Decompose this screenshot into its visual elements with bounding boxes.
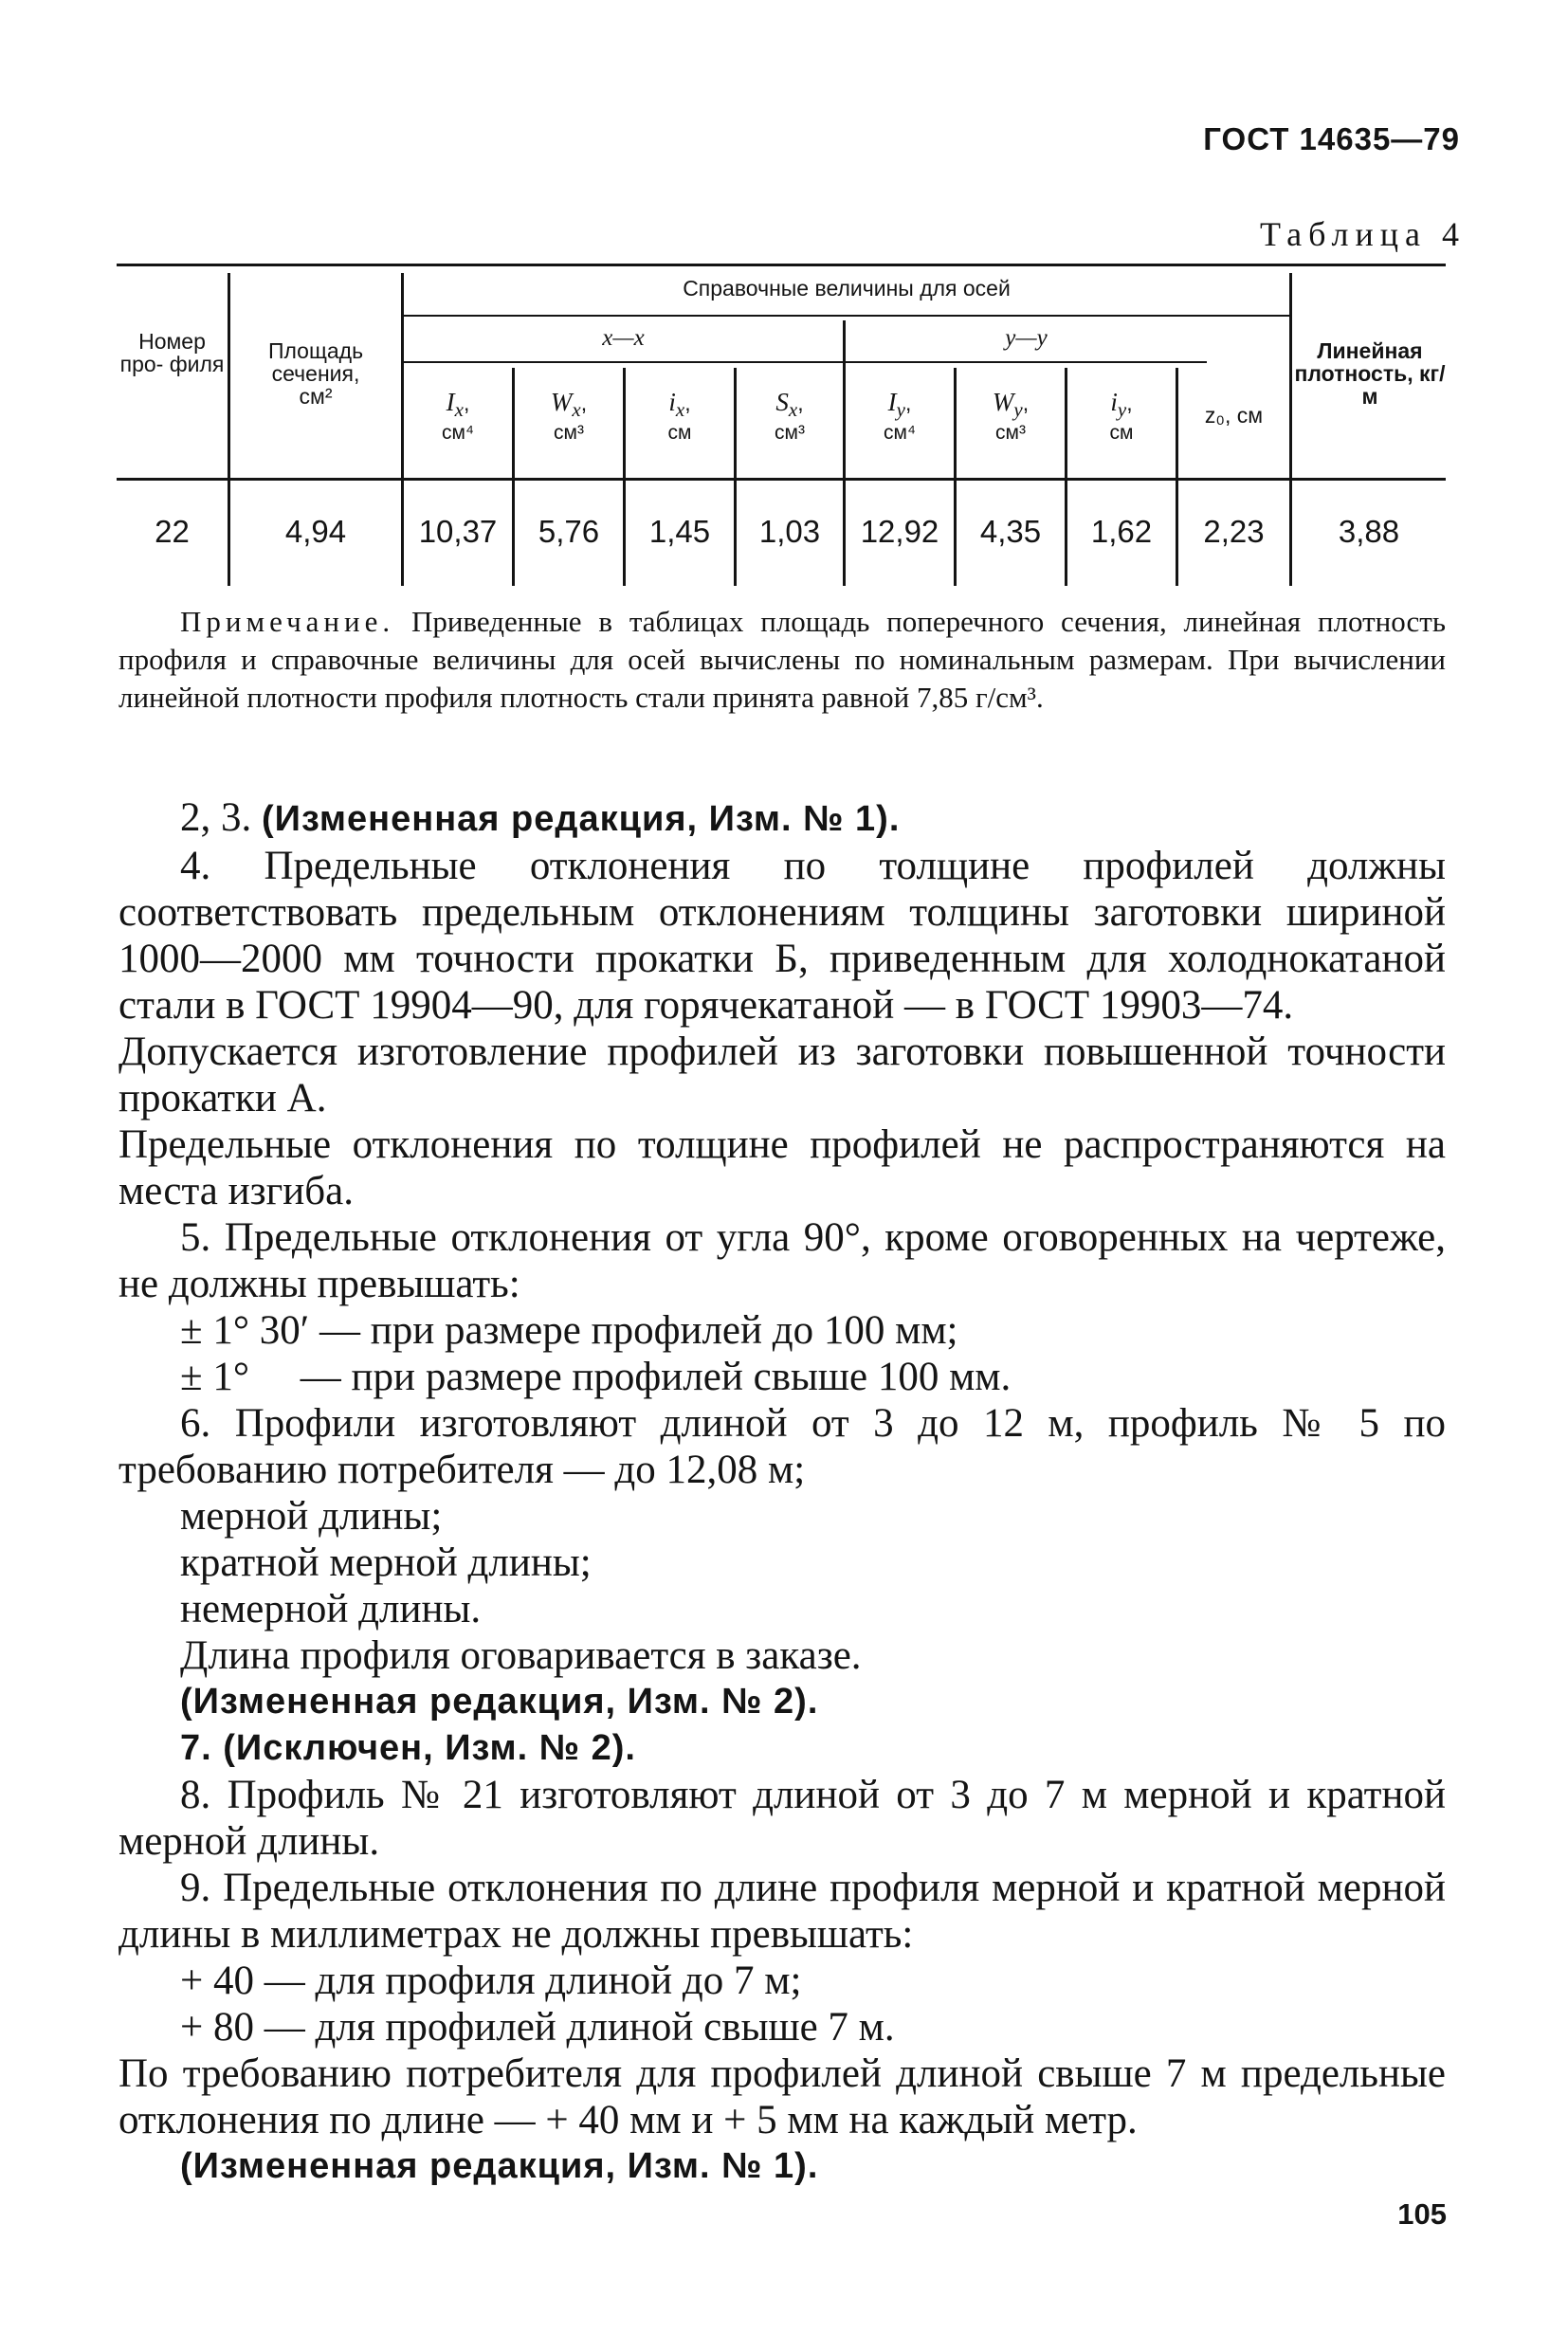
paragraph-5-a: ± 1° 30′ — при размере профилей до 100 мм; bbox=[180, 1308, 958, 1353]
header-sx-static: Sx, см³ bbox=[775, 388, 805, 445]
paragraph-4-b: Допускается изготовление профилей из заготовки повышенной точности прокатки А. bbox=[119, 1030, 1446, 1121]
paragraph-6-amendment: (Измененная редакция, Изм. № 2). bbox=[180, 1682, 819, 1722]
header-wx-modulus: Wx, см³ bbox=[550, 388, 588, 445]
paragraph-6-a: мерной длины; bbox=[180, 1494, 443, 1539]
reference-table bbox=[117, 264, 1446, 586]
cell-area: 4,94 bbox=[284, 514, 347, 549]
paragraph-9-c: По требованию потребителя для профилей длиной свыше 7 м предельные отклонения по длине — + 40 мм и + 5 мм на каждый метр. bbox=[119, 2051, 1446, 2142]
paragraph-9-b: + 80 — для профилей длиной свыше 7 м. bbox=[180, 2005, 895, 2050]
paragraph-9-a: + 40 — для профиля длиной до 7 м; bbox=[180, 1959, 802, 2003]
paragraph-6-d: Длина профиля оговаривается в заказе. bbox=[180, 1633, 862, 1678]
document-body bbox=[119, 794, 1446, 2190]
paragraph-9-amendment: (Измененная редакция, Изм. № 1). bbox=[180, 2146, 819, 2186]
table-note bbox=[119, 603, 1446, 717]
header-axis-x: x—x bbox=[602, 325, 645, 351]
paragraph-4-c: Предельные отклонения по толщине профилей не распространяются на места изгиба. bbox=[119, 1122, 1446, 1213]
paragraph-2-3-number: 2, 3. bbox=[180, 795, 252, 840]
paragraph-8: 8. Профиль № 21 изготовляют длиной от 3 до 7 м мерной и кратной мерной длины. bbox=[119, 1773, 1446, 1864]
paragraph-6: 6. Профили изготовляют длиной от 3 до 12 м, профиль № 5 по требованию потребителя — до 12,08 м; bbox=[119, 1401, 1446, 1492]
document-code: ГОСТ 14635—79 bbox=[1203, 121, 1460, 156]
table-axis-rule bbox=[404, 361, 1207, 363]
table-top-rule bbox=[117, 264, 1446, 266]
cell-wy: 4,35 bbox=[979, 514, 1042, 549]
cell-iy-radius: 1,62 bbox=[1090, 514, 1153, 549]
table-header-rule bbox=[117, 478, 1446, 481]
header-z0: z₀, см bbox=[1204, 403, 1264, 428]
cell-profile-number: 22 bbox=[155, 514, 190, 549]
paragraph-7: 7. (Исключен, Изм. № 2). bbox=[180, 1728, 636, 1768]
table-subhead-rule bbox=[404, 315, 1291, 317]
header-iy-moment: Iy, см⁴ bbox=[884, 388, 916, 445]
page-number: 105 bbox=[1397, 2197, 1447, 2231]
header-area: Площадь сечения, см² bbox=[267, 338, 364, 410]
note-lead: Примечание. bbox=[180, 605, 395, 638]
header-wy-modulus: Wy, см³ bbox=[992, 388, 1030, 445]
paragraph-5-b: ± 1° — при размере профилей свыше 100 мм. bbox=[180, 1355, 1012, 1399]
header-profile-number: Номер про- филя bbox=[119, 329, 225, 377]
paragraph-4: 4. Предельные отклонения по толщине профилей должны соответствовать предельным отклонениям толщины заготовки шириной 1000—2000 мм точности прокатки Б, приведенным для холоднокатаной стали в ГОСТ 19904—90, для горячекатаной — в ГОСТ 19903—74. bbox=[119, 844, 1446, 1028]
paragraph-6-b: кратной мерной длины; bbox=[180, 1540, 592, 1585]
header-ix-radius: ix, см bbox=[667, 388, 692, 445]
cell-iy: 12,92 bbox=[860, 514, 939, 549]
cell-wx: 5,76 bbox=[538, 514, 600, 549]
paragraph-2-3 bbox=[119, 794, 1446, 843]
cell-ix: 10,37 bbox=[418, 514, 498, 549]
note-text: Приведенные в таблицах площадь поперечного сечения, линейная плотность профиля и справочные величины для осей вычислены по номинальным размерам. При вычислении линейной плотности профиля плотность стали принята равной 7,85 г/см³. bbox=[119, 605, 1446, 714]
cell-ix-radius: 1,45 bbox=[648, 514, 711, 549]
table-caption: Таблица 4 bbox=[1260, 215, 1466, 253]
paragraph-2-3-amendment: (Измененная редакция, Изм. № 1). bbox=[262, 799, 901, 839]
cell-linear-density: 3,88 bbox=[1338, 514, 1400, 549]
header-ix-moment: Ix, см⁴ bbox=[442, 388, 474, 445]
cell-sx: 1,03 bbox=[758, 514, 821, 549]
header-linear-density: Линейная плотность, кг/м bbox=[1294, 338, 1446, 410]
header-iy-radius: iy, см bbox=[1109, 388, 1134, 445]
cell-z0: 2,23 bbox=[1203, 514, 1265, 549]
paragraph-9: 9. Предельные отклонения по длине профиля мерной и кратной мерной длины в миллиметрах не должны превышать: bbox=[119, 1866, 1446, 1957]
paragraph-6-c: немерной длины. bbox=[180, 1587, 482, 1631]
header-reference-values: Справочные величины для осей bbox=[683, 276, 1011, 301]
paragraph-5: 5. Предельные отклонения от угла 90°, кроме оговоренных на чертеже, не должны превышать: bbox=[119, 1215, 1446, 1306]
header-axis-y: y—y bbox=[1005, 325, 1048, 351]
